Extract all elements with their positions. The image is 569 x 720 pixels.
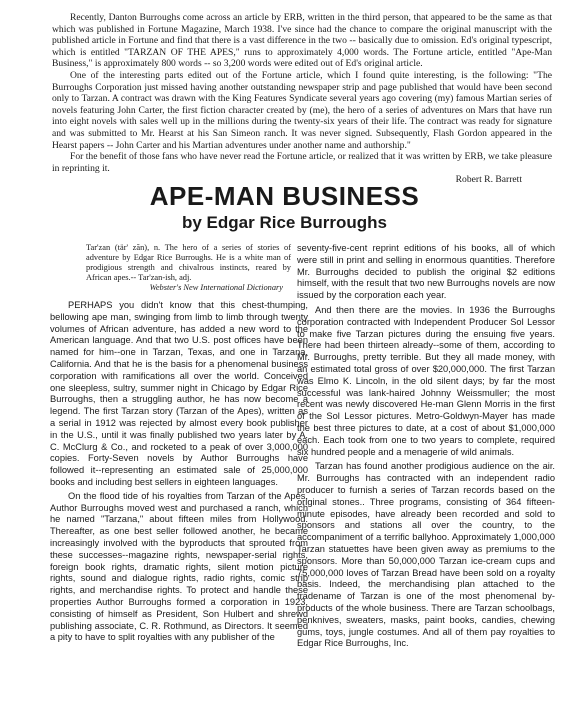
left-paragraph-1: PERHAPS you didn't know that this chest-thumping, bellowing ape man, swinging from limb to limb through twenty volumes of African adventure, has added a new word to the American language. And that two U.S. post offices have been named for him--one in Tarzan, Texas, and one in Tarzana, California. And that he is the basis for a phenomenal business corporation with ramifications all over the world. Conceived one sleepless, sultry, summer night in Chicago by Edgar Rice Burroughs, then a struggling author, he has now become a legend. The first Tarzan story (Tarzan of the Apes), written as a serial in 1912 was rejected by almost every book publisher in the U.S., until it was finally published two years later by A. C. McClurg & Co., and rocketed to a peak of over 3,000,000 copies. Forty-Seven novels by Author Burroughs have followed it--representing an estimated sale of 25,000,000 books and including best sellers in eighteen languages. [50, 300, 308, 487]
right-paragraph-1: seventy-five-cent reprint editions of his books, all of which were still in print and selling in enormous quantities. Therefore Mr. Burroughs decided to publish the original $2 editions himself, with the result that two new Burroughs novels are now issued by the corporation each year. [297, 243, 555, 301]
dictionary-definition [86, 243, 291, 293]
intro-paragraph-2: One of the interesting parts edited out of the Fortune article, which I found quite interesting, is the following: "The Burroughs Corporation just missed having another outstanding newspaper strip and page published that would have been second only to Tarzan. A contract was drawn with the King Features Syndicate several years ago covering (my) famous Martian series of novels featuring John Carter, the first fiction character created by (me), the hero of a series of adventures on Mars that have run into eight novels with sales well up in the millions during the twenty-six years of their life. The contract was ready for signature and was submitted to Mr. Hearst at his San Simeon ranch. It was never signed. Subsequently, Flash Gordon appeared in the Hearst papers -- John Carter and his Martian adventures under another name and authorship." [52, 69, 552, 151]
dictionary-source: Webster's New International Dictionary [149, 283, 283, 292]
editor-introduction [52, 12, 552, 186]
article-title: APE-MAN BUSINESS [149, 181, 420, 211]
article-left-column [50, 243, 308, 644]
dictionary-entry: Tar'zan (tär' zăn), n. The hero of a series of stories of adventure by Edgar Rice Burroughs. He is a white man of prodigious strength and chivalrous instincts, reared by African apes.-- Tar'zan-ish, adj. [86, 243, 291, 282]
intro-paragraph-3: For the benefit of those fans who have never read the Fortune article, or realized that it was written by ERB, we take pleasure in reprinting it. [52, 151, 552, 174]
right-paragraph-2: And then there are the movies. In 1936 the Burroughs corporation contracted with Independent Producer Sol Lessor to make five Tarzan pictures during the ensuing five years. There had been thirteen already--some of them, according to Mr. Burroughs, pretty terrible. But they all made money, with an estimated total gross of over $20,000,000. The first Tarzan was Elmo K. Lincoln, in the old silent days; by far the most successful was lank-haired Johnny Weissmuller; the most recent was newly discovered He-man Glenn Morris in the first of the Sol Lessor pictures. Metro-Goldwyn-Mayer has made the best three pictures to date, at a cost of about $1,000,000 each. Each took from one to two years to complete, required six hundred people and a menagerie of wild animals. [297, 304, 555, 457]
right-paragraph-3: Tarzan has found another prodigious audience on the air. Mr. Burroughs has contracted with an independent radio producer to furnish a series of Tarzan records based on the original stones.. Three programs, consisting of 364 fifteen-minute episodes, have already been recorded and sold to sponsors and stations all over the country, to the accompaniment of a terrific ballyhoo. Approximately 1,000,000 Tarzan statuettes have been given away as premiums to the sponsors. More than 50,000,000 Tarzan ice-cream cups and 75,000,000 loves of Tarzan Bread have been sold on a royalty basis. Indeed, the merchandising plan attached to the tradename of Tarzan is one of the most phenomenal by-products of the whole business. There are Tarzan schoolbags, penknives, sweaters, masks, paint books, candies, chewing gums, toys, jungle costumes. And all of them pay royalties to Edgar Rice Burroughs, Inc. [297, 461, 555, 649]
left-paragraph-2: On the flood tide of his royalties from Tarzan of the Apes, Author Burroughs moved west and purchased a ranch, which he named "Tarzana," about fifteen miles from Hollywood. Thereafter, as one best seller followed another, he became increasingly involved with the byproducts that sprouted from these successes--magazine rights, newspaper-serial rights, foreign book rights, dramatic rights, silent motion picture rights, sound and dialogue rights, radio rights, comic strip rights, and merchandise rights. To protect and handle these properties Author Burroughs formed a corporation in 1923, consisting of himself as President, Son Hulbert and shrewd publishing associate, C. R. Rothmund, as Directors. It seemed a pity to have to split royalties with any publisher of the [50, 490, 308, 643]
article-right-column [297, 243, 555, 650]
article-byline: by Edgar Rice Burroughs [182, 213, 387, 232]
intro-paragraph-1: Recently, Danton Burroughs come across an article by ERB, written in the third person, that appeared to be the same as that which was published in Fortune Magazine, March 1938. I've since had the chance to compare the original manuscript with the published article in Fortune and find that there is a vast difference in the two -- basically due to omission. Ed's original typescript, which is entitled "TARZAN OF THE APES," runs to approximately 4,000 words. The Fortune article, entitled "Ape-Man Business," is approximately 800 words -- so 3,200 words were edited out of Ed's original article. [52, 12, 552, 70]
editor-signature: Robert R. Barrett [455, 174, 522, 186]
